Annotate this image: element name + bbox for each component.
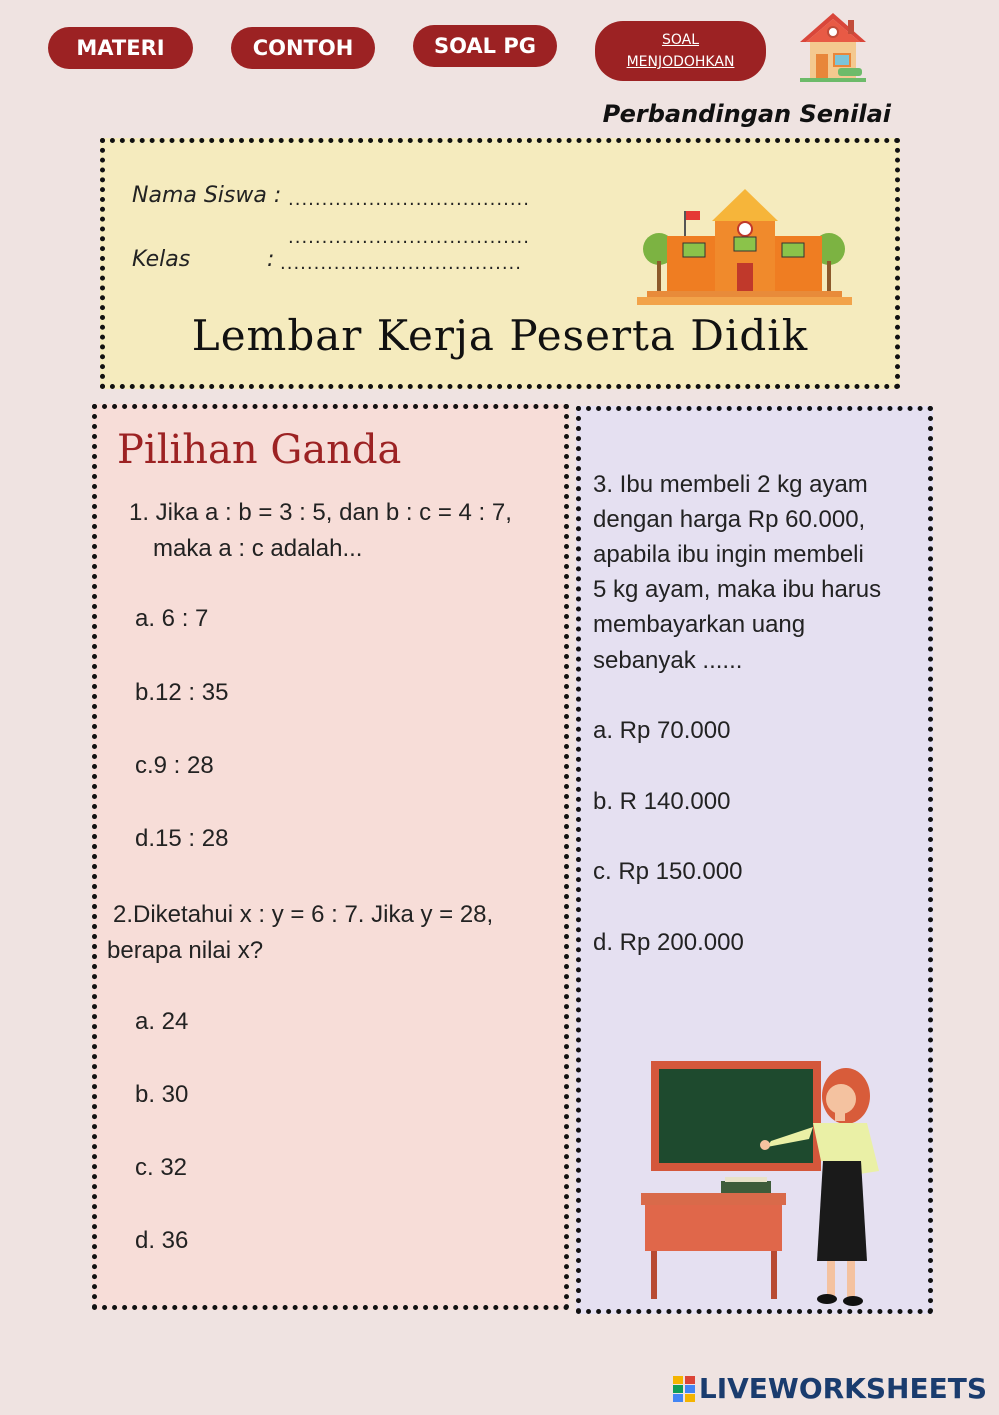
question-3-line-1: 3. Ibu membeli 2 kg ayam (593, 471, 868, 498)
question-3-line-6: sebanyak ...... (593, 647, 743, 674)
kelas-colon: : (267, 247, 275, 272)
soal-pg-label: SOAL PG (434, 34, 536, 58)
question-3-line-4: 5 kg ayam, maka ibu harus (593, 576, 882, 603)
question-1-option-d[interactable]: d.15 : 28 (135, 825, 229, 852)
contoh-label: CONTOH (252, 36, 354, 60)
materi-button[interactable] (48, 27, 193, 69)
question-2-option-c[interactable]: c. 32 (135, 1154, 188, 1181)
question-3-option-a[interactable]: a. Rp 70.000 (593, 717, 731, 744)
header-box (100, 138, 900, 389)
contoh-button[interactable] (231, 27, 375, 69)
teacher-illustration (641, 1061, 881, 1311)
kelas-field[interactable]: .................................... (280, 253, 522, 274)
kelas-label: Kelas (132, 247, 191, 272)
question-1-line-2: maka a : c adalah... (153, 535, 363, 562)
question-3-line-3: apabila ibu ingin membeli (593, 541, 864, 568)
soal-pg-button[interactable] (413, 25, 557, 67)
question-1-option-c[interactable]: c.9 : 28 (135, 752, 214, 779)
topic-title: Perbandingan Senilai (602, 100, 891, 128)
question-2-option-b[interactable]: b. 30 (135, 1081, 189, 1108)
multiple-choice-panel (92, 404, 569, 1310)
soal-menjodohkan-button[interactable] (595, 21, 766, 81)
nama-siswa-label: Nama Siswa : (132, 183, 282, 208)
question-2-option-d[interactable]: d. 36 (135, 1227, 189, 1254)
question-3-option-c[interactable]: c. Rp 150.000 (593, 858, 743, 885)
materi-label: MATERI (76, 36, 165, 60)
question-1-line-1: 1. Jika a : b = 3 : 5, dan b : c = 4 : 7, (129, 499, 512, 526)
question-3-line-2: dengan harga Rp 60.000, (593, 506, 866, 533)
question-2-line-2: berapa nilai x? (107, 937, 264, 964)
question-2-option-a[interactable]: a. 24 (135, 1008, 189, 1035)
school-icon (637, 181, 852, 311)
soal-menjodohkan-label-2: MENJODOHKAN (626, 54, 735, 70)
nama-siswa-field[interactable]: .................................... (288, 189, 530, 210)
question-3-option-b[interactable]: b. R 140.000 (593, 788, 731, 815)
section-title: Pilihan Ganda (117, 427, 402, 473)
question-2-line-1: 2.Diketahui x : y = 6 : 7. Jika y = 28, (113, 901, 494, 928)
home-icon[interactable] (798, 10, 868, 84)
question-1-option-b[interactable]: b.12 : 35 (135, 679, 229, 706)
question-1-option-a[interactable]: a. 6 : 7 (135, 605, 209, 632)
question-3-panel (576, 406, 933, 1314)
nama-siswa-field-2[interactable]: .................................... (288, 227, 530, 248)
soal-menjodohkan-label-1: SOAL (661, 32, 700, 48)
liveworksheets-logo (673, 1376, 695, 1402)
question-3-option-d[interactable]: d. Rp 200.000 (593, 929, 744, 956)
question-3-line-5: membayarkan uang (593, 611, 806, 638)
brand-name: LIVEWORKSHEETS (698, 1372, 987, 1405)
worksheet-title: Lembar Kerja Peserta Didik (191, 311, 809, 360)
liveworksheets-brand (673, 1372, 987, 1405)
